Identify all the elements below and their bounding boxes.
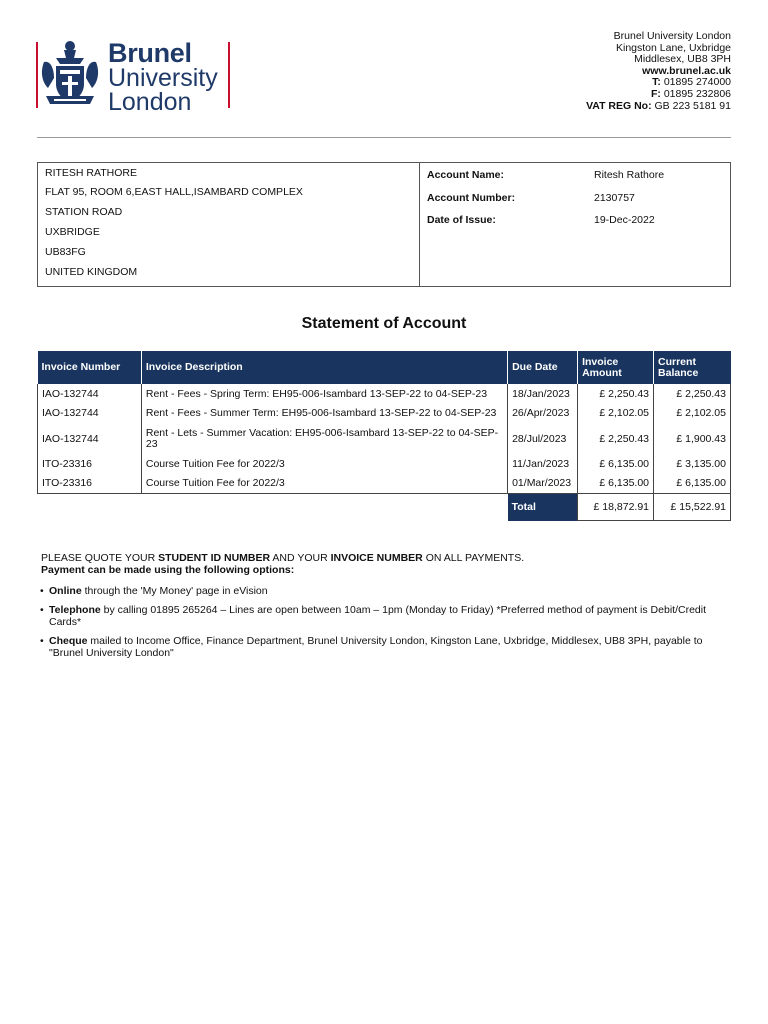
option-label: Telephone (49, 604, 101, 616)
tel-value: 01895 274000 (660, 76, 731, 89)
option-label: Cheque (49, 635, 88, 647)
table-row (38, 455, 731, 474)
table-header-row (38, 351, 731, 384)
option-text: through the 'My Money' page in eVision (81, 585, 268, 597)
cell-balance: £ 2,102.05 (654, 404, 731, 423)
header-description: Invoice Description (141, 351, 507, 384)
header-invoice-amount: Invoice Amount (578, 351, 654, 384)
cell-amount: £ 6,135.00 (578, 474, 654, 494)
tel-label: T: (652, 76, 661, 89)
student-address-line: FLAT 95, ROOM 6,EAST HALL,ISAMBARD COMPLEX (45, 186, 303, 198)
bullet-icon: • (40, 585, 44, 597)
account-number-label: Account Number: (427, 192, 516, 204)
cell-balance: £ 3,135.00 (654, 455, 731, 474)
student-address-line: RITESH RATHORE (45, 167, 137, 179)
cell-description: Rent - Fees - Summer Term: EH95-006-Isambard 13-SEP-22 to 04-SEP-23 (141, 404, 507, 423)
total-label: Total (508, 494, 578, 521)
vat-value: GB 223 5181 91 (651, 99, 731, 112)
table-row (38, 474, 731, 494)
table-row (38, 384, 731, 404)
date-of-issue-value: 19-Dec-2022 (594, 214, 655, 226)
cell-balance: £ 2,250.43 (654, 384, 731, 404)
payment-instructions (41, 552, 721, 576)
logo-right-bar (228, 42, 230, 108)
info-box-divider (419, 163, 420, 286)
total-balance: £ 15,522.91 (654, 494, 731, 521)
cell-invoice-number: IAO-132744 (38, 404, 142, 423)
option-text: mailed to Income Office, Finance Department, Brunel University London, Kingston Lane, Uxbridge, Middlesex, UB8 3PH, payable to "Brunel University London" (49, 635, 703, 659)
cell-invoice-number: IAO-132744 (38, 384, 142, 404)
option-label: Online (49, 585, 82, 597)
bullet-icon: • (40, 604, 44, 616)
cell-due-date: 01/Mar/2023 (508, 474, 578, 494)
cell-due-date: 18/Jan/2023 (508, 384, 578, 404)
university-logo (34, 38, 234, 116)
cell-amount: £ 6,135.00 (578, 455, 654, 474)
header-current-balance: Current Balance (654, 351, 731, 384)
cell-balance: £ 6,135.00 (654, 474, 731, 494)
cell-due-date: 28/Jul/2023 (508, 423, 578, 455)
address-name: Brunel University London (613, 30, 731, 42)
cell-invoice-number: IAO-132744 (38, 423, 142, 455)
quote-instruction: PLEASE QUOTE YOUR STUDENT ID NUMBER AND YOUR INVOICE NUMBER ON ALL PAYMENTS. (41, 552, 525, 564)
cell-description: Rent - Fees - Spring Term: EH95-006-Isambard 13-SEP-22 to 04-SEP-23 (141, 384, 507, 404)
cell-invoice-number: ITO-23316 (38, 455, 142, 474)
student-address-line: UXBRIDGE (45, 226, 100, 238)
fax-label: F: (651, 87, 661, 100)
logo-line-london: London (108, 88, 192, 116)
crest-icon (34, 38, 104, 110)
address-city: Middlesex, UB8 3PH (634, 53, 731, 66)
total-amount: £ 18,872.91 (578, 494, 654, 521)
student-address-line: UB83FG (45, 246, 86, 258)
date-of-issue-label: Date of Issue: (427, 214, 496, 226)
header-invoice-number: Invoice Number (38, 351, 142, 384)
header-due-date: Due Date (508, 351, 578, 384)
payment-options-heading: Payment can be made using the following options: (41, 564, 295, 576)
student-id-emphasis: STUDENT ID NUMBER (158, 552, 271, 564)
vat-label: VAT REG No: (586, 99, 652, 112)
cell-amount: £ 2,102.05 (578, 404, 654, 423)
address-street: Kingston Lane, Uxbridge (616, 41, 731, 54)
cell-due-date: 26/Apr/2023 (508, 404, 578, 423)
cell-amount: £ 2,250.43 (578, 423, 654, 455)
cell-invoice-number: ITO-23316 (38, 474, 142, 494)
cell-amount: £ 2,250.43 (578, 384, 654, 404)
invoice-table (37, 351, 731, 521)
website-link[interactable]: www.brunel.ac.uk (642, 64, 731, 77)
fax-value: 01895 232806 (660, 87, 731, 100)
account-number-value: 2130757 (594, 192, 635, 204)
cell-due-date: 11/Jan/2023 (508, 455, 578, 474)
bullet-icon: • (40, 635, 44, 647)
cell-description: Course Tuition Fee for 2022/3 (141, 455, 507, 474)
logo-line-university: University (108, 64, 218, 92)
logo-line-brunel: Brunel (108, 38, 192, 68)
cell-description: Course Tuition Fee for 2022/3 (141, 474, 507, 494)
account-name-value: Ritesh Rathore (594, 169, 665, 181)
option-text: by calling 01895 265264 – Lines are open between 10am – 1pm (Monday to Friday) *Preferred method of payment is Debit/Credit Cards* (49, 604, 706, 628)
header-divider (37, 137, 731, 138)
student-address-line: UNITED KINGDOM (45, 266, 138, 278)
table-row (38, 404, 731, 423)
cell-description: Rent - Lets - Summer Vacation: EH95-006-Isambard 13-SEP-22 to 04-SEP-23 (141, 423, 507, 455)
table-total-row (38, 494, 731, 521)
table-row (38, 423, 731, 455)
cell-balance: £ 1,900.43 (654, 423, 731, 455)
university-address (586, 31, 731, 112)
account-info-box (37, 162, 731, 287)
account-name-label: Account Name: (427, 169, 505, 181)
logo-wordmark (108, 40, 218, 115)
student-address-line: STATION ROAD (45, 206, 123, 218)
statement-title: Statement of Account (301, 315, 467, 332)
invoice-number-emphasis: INVOICE NUMBER (330, 552, 423, 564)
